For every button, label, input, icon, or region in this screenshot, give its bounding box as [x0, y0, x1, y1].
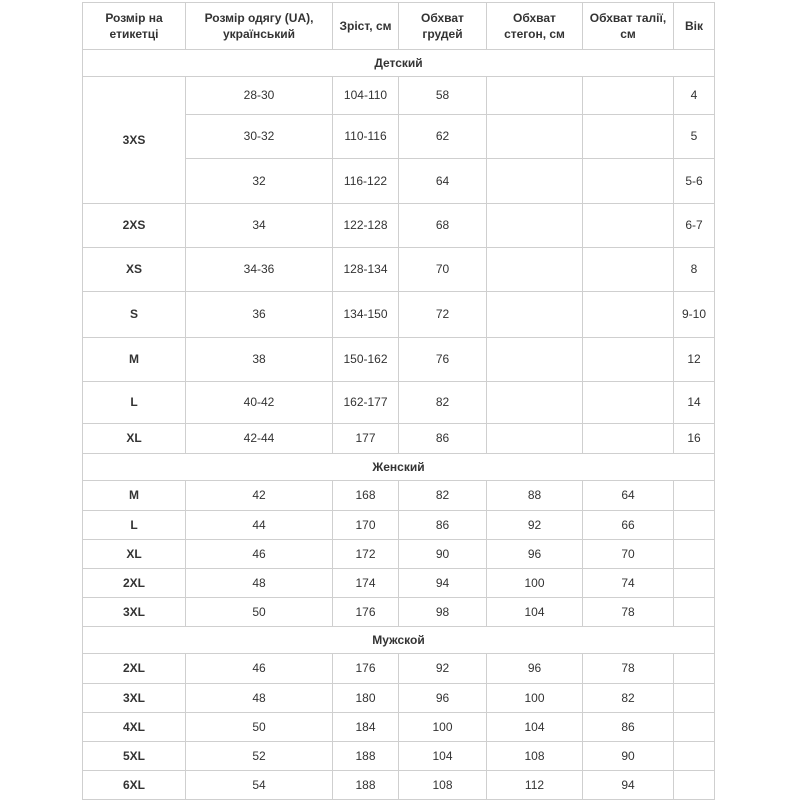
header-row	[83, 3, 715, 50]
age-cell	[674, 684, 715, 713]
table-row	[83, 511, 715, 540]
table-row	[83, 338, 715, 382]
age-cell: 5-6	[674, 159, 715, 204]
size-label-cell: L	[83, 382, 186, 424]
column-header-label: Розмір на етикетці	[83, 3, 186, 50]
section-kids-heading-row	[83, 50, 715, 77]
chest-cell: 108	[399, 771, 487, 800]
hips-cell: 112	[487, 771, 583, 800]
waist-cell	[583, 382, 674, 424]
ua-size-cell: 54	[186, 771, 333, 800]
section-women-heading-row	[83, 454, 715, 481]
age-cell: 4	[674, 77, 715, 115]
waist-cell	[583, 338, 674, 382]
waist-cell	[583, 292, 674, 338]
column-header-waist: Обхват талії, см	[583, 3, 674, 50]
height-cell: 176	[333, 654, 399, 684]
chest-cell: 94	[399, 569, 487, 598]
height-cell: 128-134	[333, 248, 399, 292]
waist-cell: 78	[583, 654, 674, 684]
size-label-cell: 3XL	[83, 684, 186, 713]
hips-cell: 92	[487, 511, 583, 540]
size-label-cell: 6XL	[83, 771, 186, 800]
table-row	[83, 424, 715, 454]
ua-size-cell: 50	[186, 713, 333, 742]
size-label-cell: 3XS	[83, 77, 186, 204]
ua-size-cell: 46	[186, 540, 333, 569]
hips-cell	[487, 248, 583, 292]
ua-size-cell: 40-42	[186, 382, 333, 424]
height-cell: 184	[333, 713, 399, 742]
chest-cell: 96	[399, 684, 487, 713]
waist-cell	[583, 159, 674, 204]
age-cell	[674, 511, 715, 540]
hips-cell	[487, 159, 583, 204]
chest-cell: 64	[399, 159, 487, 204]
size-label-cell: L	[83, 511, 186, 540]
height-cell: 177	[333, 424, 399, 454]
hips-cell: 100	[487, 684, 583, 713]
hips-cell	[487, 77, 583, 115]
size-label-cell: XL	[83, 540, 186, 569]
waist-cell	[583, 424, 674, 454]
hips-cell: 108	[487, 742, 583, 771]
ua-size-cell: 34	[186, 204, 333, 248]
chest-cell: 62	[399, 115, 487, 159]
size-label-cell: 2XL	[83, 569, 186, 598]
hips-cell	[487, 382, 583, 424]
waist-cell: 86	[583, 713, 674, 742]
table-row	[83, 248, 715, 292]
chest-cell: 70	[399, 248, 487, 292]
waist-cell: 94	[583, 771, 674, 800]
age-cell	[674, 481, 715, 511]
size-chart-table	[82, 2, 715, 800]
size-label-cell: XS	[83, 248, 186, 292]
ua-size-cell: 34-36	[186, 248, 333, 292]
hips-cell	[487, 204, 583, 248]
chest-cell: 90	[399, 540, 487, 569]
waist-cell: 74	[583, 569, 674, 598]
table-row	[83, 654, 715, 684]
table-row	[83, 684, 715, 713]
table-row	[83, 713, 715, 742]
hips-cell: 96	[487, 654, 583, 684]
age-cell: 12	[674, 338, 715, 382]
waist-cell: 64	[583, 481, 674, 511]
table-body	[83, 50, 715, 800]
age-cell	[674, 742, 715, 771]
age-cell	[674, 654, 715, 684]
age-cell: 14	[674, 382, 715, 424]
size-label-cell: M	[83, 481, 186, 511]
age-cell: 6-7	[674, 204, 715, 248]
section-men-title: Мужской	[83, 627, 715, 654]
size-label-cell: 4XL	[83, 713, 186, 742]
hips-cell	[487, 115, 583, 159]
hips-cell: 104	[487, 713, 583, 742]
ua-size-cell: 36	[186, 292, 333, 338]
column-header-age: Вік	[674, 3, 715, 50]
chest-cell: 58	[399, 77, 487, 115]
size-label-cell: 5XL	[83, 742, 186, 771]
age-cell: 8	[674, 248, 715, 292]
chest-cell: 68	[399, 204, 487, 248]
height-cell: 150-162	[333, 338, 399, 382]
column-header-hips: Обхват стегон, см	[487, 3, 583, 50]
chest-cell: 82	[399, 481, 487, 511]
chest-cell: 86	[399, 511, 487, 540]
waist-cell: 66	[583, 511, 674, 540]
hips-cell: 104	[487, 598, 583, 627]
size-label-cell: 2XL	[83, 654, 186, 684]
table-row	[83, 742, 715, 771]
waist-cell: 70	[583, 540, 674, 569]
hips-cell: 88	[487, 481, 583, 511]
ua-size-cell: 42-44	[186, 424, 333, 454]
height-cell: 110-116	[333, 115, 399, 159]
age-cell	[674, 713, 715, 742]
hips-cell: 96	[487, 540, 583, 569]
height-cell: 188	[333, 771, 399, 800]
waist-cell: 90	[583, 742, 674, 771]
ua-size-cell: 32	[186, 159, 333, 204]
column-header-height: Зріст, см	[333, 3, 399, 50]
section-kids-title: Детский	[83, 50, 715, 77]
table-row	[83, 540, 715, 569]
height-cell: 174	[333, 569, 399, 598]
age-cell	[674, 771, 715, 800]
height-cell: 122-128	[333, 204, 399, 248]
age-cell	[674, 540, 715, 569]
hips-cell	[487, 424, 583, 454]
table-row	[83, 481, 715, 511]
age-cell	[674, 569, 715, 598]
ua-size-cell: 44	[186, 511, 333, 540]
table-row	[83, 292, 715, 338]
height-cell: 188	[333, 742, 399, 771]
chest-cell: 86	[399, 424, 487, 454]
ua-size-cell: 38	[186, 338, 333, 382]
size-label-cell: XL	[83, 424, 186, 454]
height-cell: 176	[333, 598, 399, 627]
ua-size-cell: 46	[186, 654, 333, 684]
height-cell: 172	[333, 540, 399, 569]
chest-cell: 82	[399, 382, 487, 424]
section-women-title: Женский	[83, 454, 715, 481]
size-label-cell: 2XS	[83, 204, 186, 248]
waist-cell	[583, 204, 674, 248]
height-cell: 116-122	[333, 159, 399, 204]
chest-cell: 92	[399, 654, 487, 684]
table-row	[83, 771, 715, 800]
size-label-cell: S	[83, 292, 186, 338]
table-row	[83, 598, 715, 627]
age-cell: 9-10	[674, 292, 715, 338]
table-row	[83, 204, 715, 248]
table-row	[83, 569, 715, 598]
age-cell: 5	[674, 115, 715, 159]
age-cell: 16	[674, 424, 715, 454]
waist-cell: 82	[583, 684, 674, 713]
ua-size-cell: 50	[186, 598, 333, 627]
chest-cell: 98	[399, 598, 487, 627]
hips-cell	[487, 338, 583, 382]
ua-size-cell: 48	[186, 569, 333, 598]
chest-cell: 100	[399, 713, 487, 742]
section-men-heading-row	[83, 627, 715, 654]
table-row	[83, 382, 715, 424]
waist-cell	[583, 115, 674, 159]
hips-cell	[487, 292, 583, 338]
waist-cell	[583, 77, 674, 115]
size-label-cell: M	[83, 338, 186, 382]
ua-size-cell: 48	[186, 684, 333, 713]
height-cell: 180	[333, 684, 399, 713]
height-cell: 162-177	[333, 382, 399, 424]
height-cell: 104-110	[333, 77, 399, 115]
ua-size-cell: 42	[186, 481, 333, 511]
chest-cell: 104	[399, 742, 487, 771]
column-header-ua-size: Розмір одягу (UA), український	[186, 3, 333, 50]
waist-cell: 78	[583, 598, 674, 627]
ua-size-cell: 30-32	[186, 115, 333, 159]
age-cell	[674, 598, 715, 627]
column-header-chest: Обхват грудей	[399, 3, 487, 50]
chest-cell: 76	[399, 338, 487, 382]
chest-cell: 72	[399, 292, 487, 338]
waist-cell	[583, 248, 674, 292]
ua-size-cell: 28-30	[186, 77, 333, 115]
height-cell: 170	[333, 511, 399, 540]
ua-size-cell: 52	[186, 742, 333, 771]
size-label-cell: 3XL	[83, 598, 186, 627]
table-row	[83, 77, 715, 115]
height-cell: 134-150	[333, 292, 399, 338]
height-cell: 168	[333, 481, 399, 511]
hips-cell: 100	[487, 569, 583, 598]
